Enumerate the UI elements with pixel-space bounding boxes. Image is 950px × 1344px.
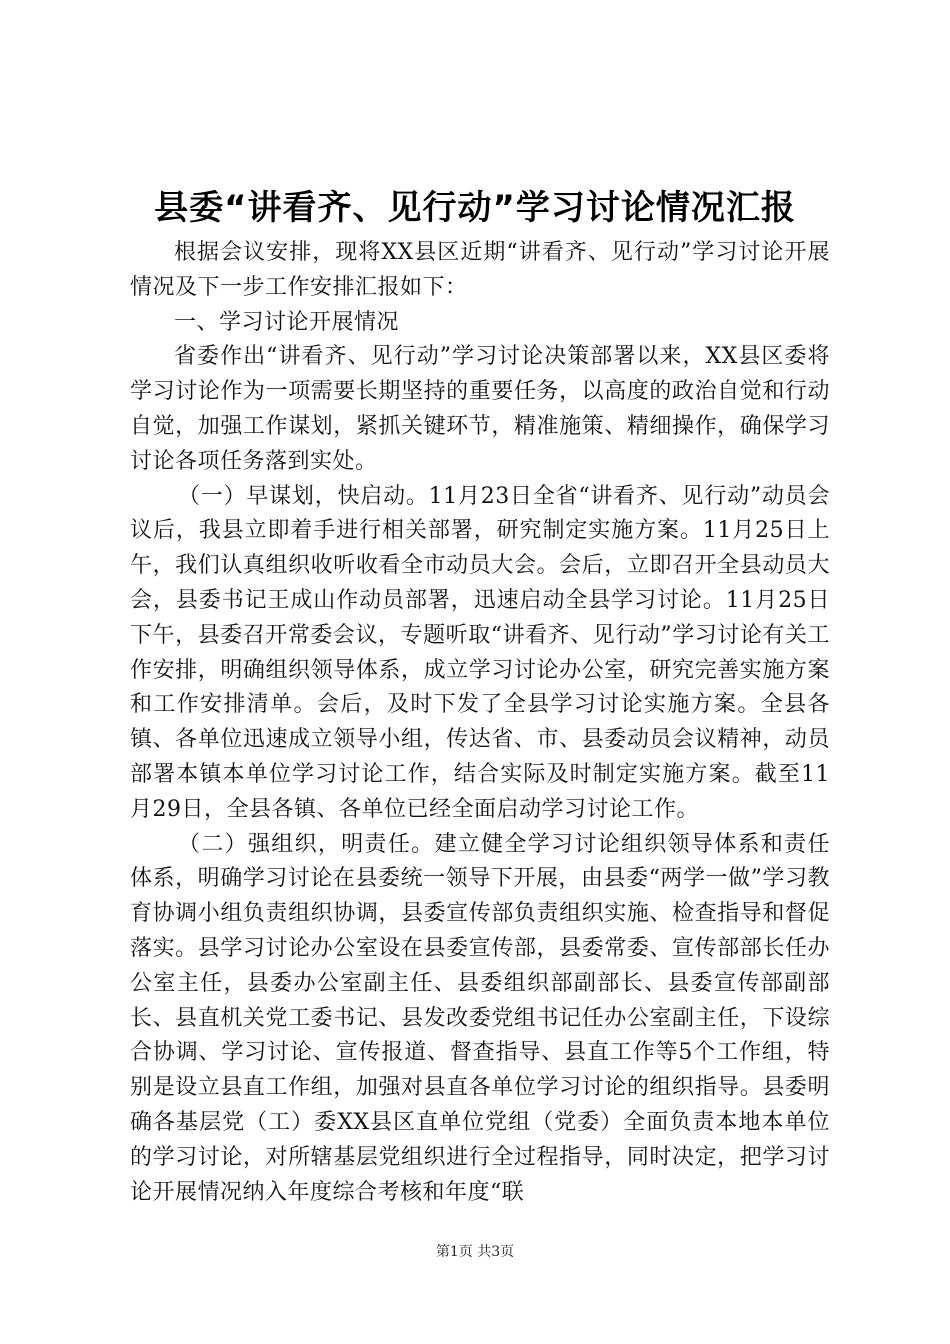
subsection-paragraph-2: （二）强组织，明责任。建立健全学习讨论组织领导体系和责任体系，明确学习讨论在县委统一领导下开展，由县委“两学一做”学习教育协调小组负责组织协调，县委宣传部负责组织实施、检查指导和督促落实。县学习讨论办公室设在县委宣传部，县委常委、宣传部部长任办公室主任，县委办公室副主任、县委组织部副部长、县委宣传部副部长、县直机关党工委书记、县发改委党组书记任办公室副主任，下设综合协调、学习讨论、宣传报道、督查指导、县直工作等5个工作组，特别是设立县直工作组，加强对县直各单位学习讨论的组织指导。县委明确各基层党（工）委XX县区直单位党组（党委）全面负责本地本单位的学习讨论，对所辖基层党组织进行全过程指导，同时决定，把学习讨论开展情况纳入年度综合考核和年度“联 xyxy=(130,831,830,1205)
section-heading: 一、学习讨论开展情况 xyxy=(174,309,400,335)
subsection-paragraph-1: （一）早谋划，快启动。11月23日全省“讲看齐、见行动”动员会议后，我县立即着手进行相关部署，研究制定实施方案。11月25日上午，我们认真组织收听收看全市动员大会。会后，立即召开全县动员大会，县委书记王成山作动员部署，迅速启动全县学习讨论。11月25日下午，县委召开常委会议，专题听取“讲看齐、见行动”学习讨论有关工作安排，明确组织领导体系，成立学习讨论办公室，研究完善实施方案和工作安排清单。会后，及时下发了全县学习讨论实施方案。全县各镇、各单位迅速成立领导小组，传达省、市、县委动员会议精神，动员部署本镇本单位学习讨论工作，结合实际及时制定实施方案。截至11月29日，全县各镇、各单位已经全面启动学习讨论工作。 xyxy=(130,483,830,822)
document-title: 县委“讲看齐、见行动”学习讨论情况汇报 xyxy=(154,188,796,228)
document-body xyxy=(130,236,830,1210)
page-footer: 第1页 共3页 xyxy=(435,1244,515,1260)
intro-paragraph: 根据会议安排，现将XX县区近期“讲看齐、见行动”学习讨论开展情况及下一步工作安排汇报如下： xyxy=(130,240,830,300)
overview-paragraph: 省委作出“讲看齐、见行动”学习讨论决策部署以来，XX县区委将学习讨论作为一项需要长期坚持的重要任务，以高度的政治自觉和行动自觉，加强工作谋划，紧抓关键环节，精准施策、精细操作，确保学习讨论各项任务落到实处。 xyxy=(130,344,830,474)
